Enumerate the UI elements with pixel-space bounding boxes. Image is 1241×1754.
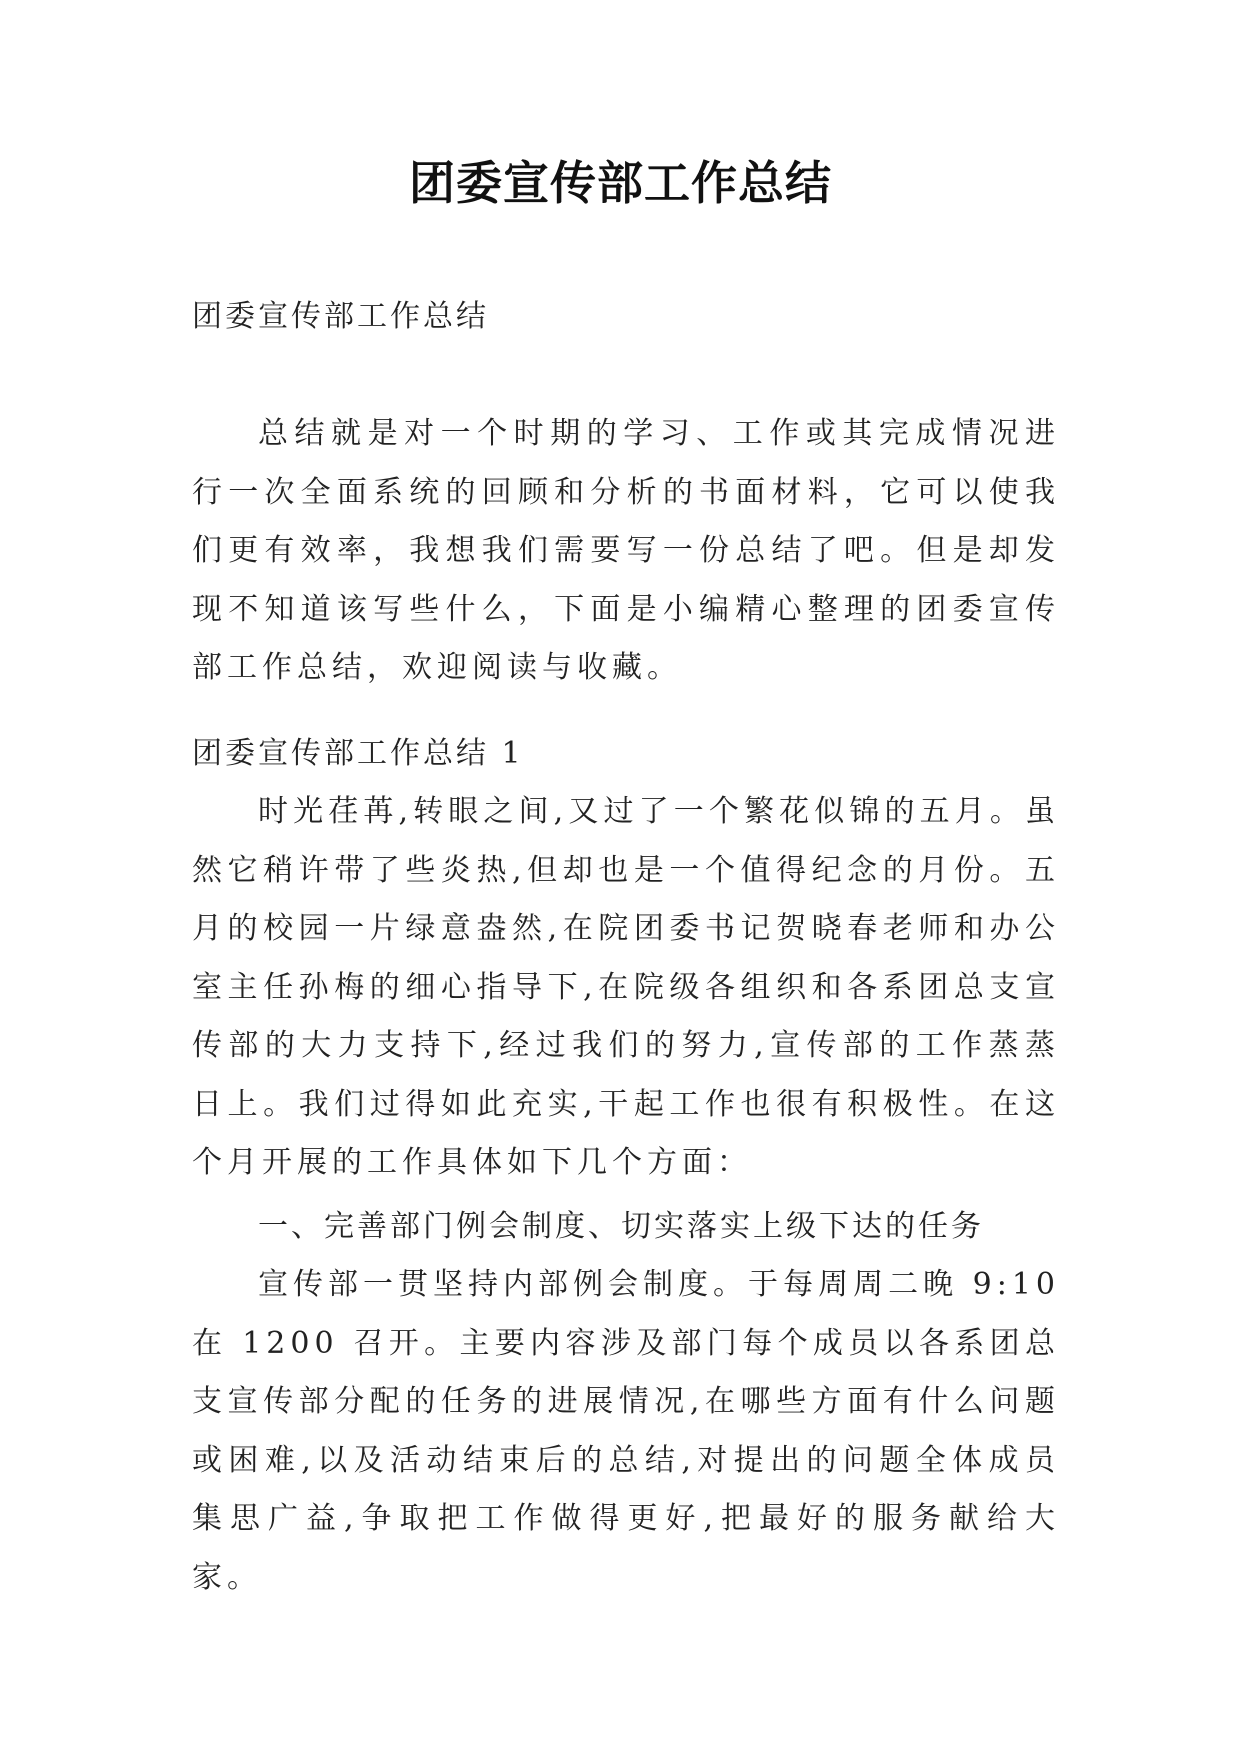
intro-paragraph: 总结就是对一个时期的学习、工作或其完成情况进行一次全面系统的回顾和分析的书面材料，它可以使我们更有效率，我想我们需要写一份总结了吧。但是却发现不知道该写些什么，下面是小编精心整理的团委宣传部工作总结，欢迎阅读与收藏。 (192, 416, 1060, 685)
point-heading: 一、完善部门例会制度、切实落实上级下达的任务 (258, 1209, 984, 1244)
document-title: 团委宣传部工作总结 (409, 156, 832, 210)
section-body-paragraph: 时光荏苒,转眼之间,又过了一个繁花似锦的五月。虽然它稍许带了些炎热,但却也是一个值得纪念的月份。五月的校园一片绿意盎然,在院团委书记贺晓春老师和办公室主任孙梅的细心指导下,在院级各组织和各系团总支宣传部的大力支持下,经过我们的努力,宣传部的工作蒸蒸日上。我们过得如此充实,干起工作也很有积极性。在这个月开展的工作具体如下几个方面： (192, 794, 1060, 1180)
document-subtitle: 团委宣传部工作总结 (192, 299, 489, 334)
point-body-paragraph: 宣传部一贯坚持内部例会制度。于每周周二晚 9:10 在 1200 召开。主要内容涉及部门每个成员以各系团总支宣传部分配的任务的进展情况,在哪些方面有什么问题或困难,以及活动结束后的总结,对提出的问题全体成员集思广益,争取把工作做得更好,把最好的服务献给大家。 (192, 1267, 1060, 1595)
section-heading: 团委宣传部工作总结 1 (192, 736, 524, 771)
